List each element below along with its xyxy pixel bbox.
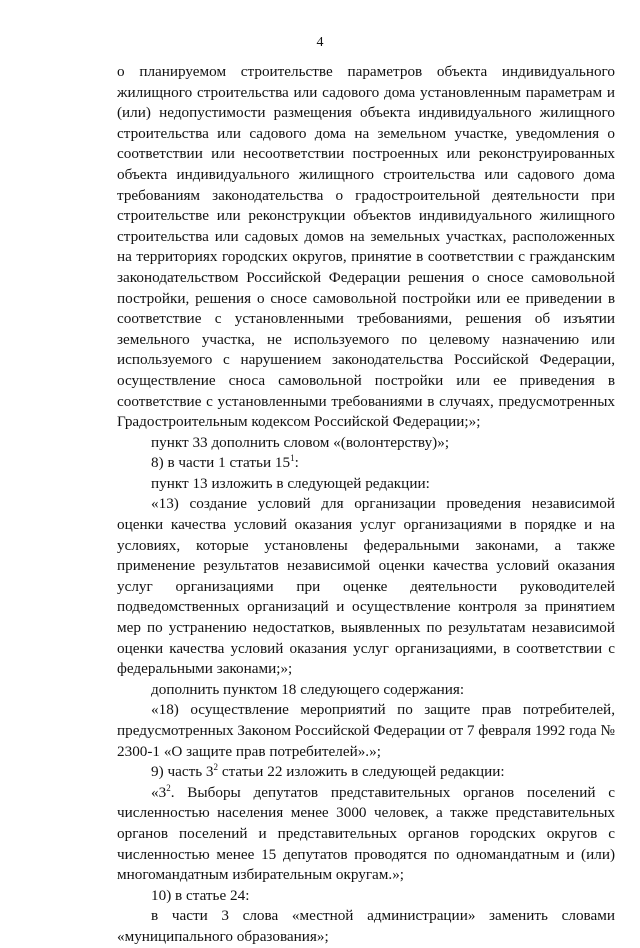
paragraph-item-13-intro: пункт 13 изложить в следующей редакции:: [151, 474, 430, 492]
paragraph-article-15-1-heading: [117, 453, 615, 474]
part-3-2-body: . Выборы депутатов представительных органов поселений с численностью населения менее 3000 человек, а также представительных органов поселений и представительных органов городских округов с численностью менее 15 депутатов проводятся по одномандатным и (или) многомандатным избирательным округам.»;: [117, 783, 615, 884]
article-15-superscript: 1: [290, 453, 295, 464]
paragraph-part-3-2-text: [117, 783, 615, 886]
article-22-text-start: 9) часть 3: [151, 763, 214, 781]
part-3-2-superscript: 2: [166, 782, 171, 793]
paragraph-item-18-intro: дополнить пунктом 18 следующего содержания:: [151, 680, 465, 698]
paragraph-article-24-part-3: в части 3 слова «местной администрации» заменить словами «муниципального образования»;: [117, 907, 615, 945]
page-number: 4: [316, 35, 324, 50]
paragraph-item-33-amendment: пункт 33 дополнить словом «(волонтерству)»;: [151, 433, 450, 451]
paragraph-article-24-heading: 10) в статье 24:: [151, 886, 250, 904]
paragraph-article-22-heading: [117, 762, 615, 783]
article-15-colon: :: [294, 454, 299, 472]
article-15-text: 8) в части 1 статьи 15: [151, 454, 291, 472]
paragraph-urban-planning-powers: о планируемом строительстве параметров объекта индивидуального жилищного строительства или садового дома установленным параметрам и (или) недопустимости размещения объекта индивидуального жилищного строительства или садового дома на земельном участке, уведомления о соответствии или несоответствии построенных или реконструированных объекта индивидуального жилищного строительства или садового дома требованиям законодательства о градостроительной деятельности при строительстве или реконструкции объектов индивидуального жилищного строительства или садовых домов на земельных участках, расположенных на территориях городских округов, принятие в соответствии с гражданским законодательством Российской Федерации решения о сносе самовольной постройки, решения о сносе самовольной постройки или ее приведении в соответствие с установленными требованиями, решения об изъятии земельного участка, не используемого по целевому назначению или используемого с нарушением законодательства Российской Федерации, осуществление сноса самовольной постройки или ее приведения в соответствие с установленными требованиями в случаях, предусмотренных Градостроительным кодексом Российской Федерации;»;: [117, 63, 615, 431]
part-3-2-number: «3: [151, 783, 167, 801]
paragraph-item-13-text: «13) создание условий для организации проведения независимой оценки качества условий оказания услуг организациями в порядке и на условиях, которые установлены федеральными законами, а также применение результатов независимой оценки качества условий оказания услуг организациями при оценке деятельности руководителей подведомственных организаций и осуществление контроля за принятием мер по устранению недостатков, выявленных по результатам независимой оценки качества условий оказания услуг организациями, в соответствии с федеральными законами;»;: [117, 495, 615, 678]
paragraph-item-18-text: «18) осуществление мероприятий по защите прав потребителей, предусмотренных Законом Российской Федерации от 7 февраля 1992 года № 2300-1 «О защите прав потребителей».»;: [117, 701, 615, 760]
document-body: [117, 62, 615, 948]
article-22-text-end: статьи 22 изложить в следующей редакции:: [218, 763, 505, 781]
article-22-superscript: 2: [213, 762, 219, 773]
